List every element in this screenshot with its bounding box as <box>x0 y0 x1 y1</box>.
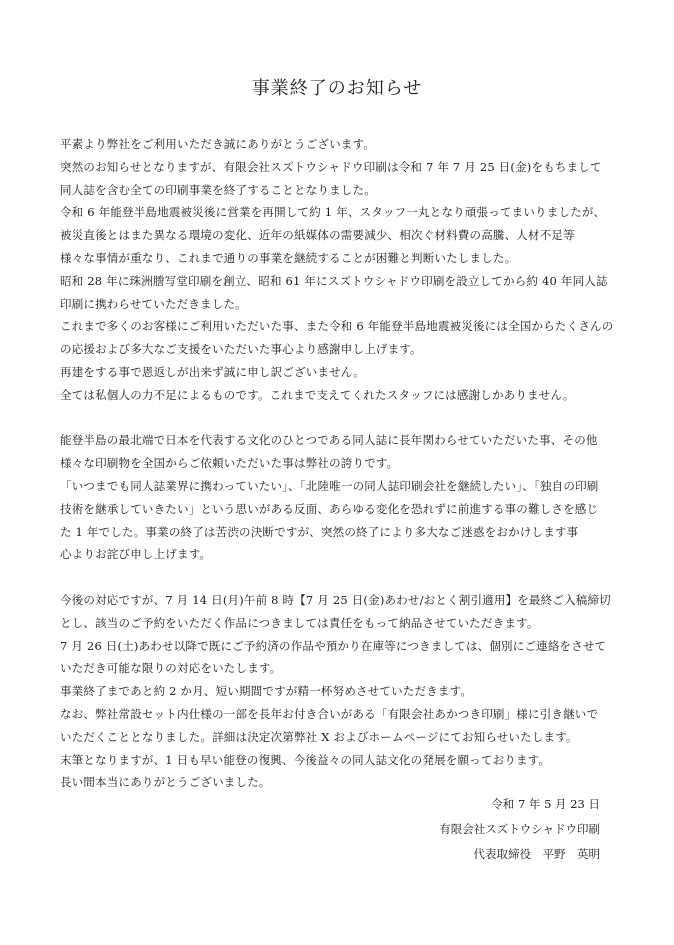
text-line: 平素より弊社をご利用いただき誠にありがとうございます。 <box>60 137 375 151</box>
text-line: いただくこととなりました。詳細は決定次第弊社 X およびホームページにてお知らせいたします。 <box>60 729 578 744</box>
text-line: 突然のお知らせとなりますが、有限会社スズトウシャドウ印刷は令和 7 年 7 月 25 日(金)をもちまして <box>60 159 602 174</box>
text-line: 能登半島の最北端で日本を代表する文化のひとつである同人誌に長年関わらせていただいた事、その他 <box>60 433 598 448</box>
paragraph-spacer <box>60 407 635 430</box>
signature-company: 有限会社スズトウシャドウ印刷 <box>439 822 600 836</box>
text-line: 同人誌を含む全ての印刷事業を終了することとなりました。 <box>60 182 376 197</box>
text-line: 様々な事情が重なり、これまで通りの事業を継続することが困難と判断いたしました。 <box>60 250 517 265</box>
text-line: 末筆となりますが、1 日も早い能登の復興、今後益々の同人誌文化の発展を願っております。 <box>60 752 551 767</box>
signature-date: 令和 7 年 5 月 23 日 <box>491 797 600 811</box>
text-line: 7 月 26 日(土)あわせ以降で既にご予約済の作品や預かり在庫等につきましては、個別にご連絡をさせて <box>60 638 607 653</box>
text-line: 再建をする事で恩返しが出来ず誠に申し訳ございません。 <box>60 364 365 379</box>
page-title: 事業終了のお知らせ <box>251 78 423 99</box>
text-line: 全ては私個人の力不足によるものです。これまで支えてくれたスタッフには感謝しかありません。 <box>60 387 575 402</box>
text-line: の応援および多大なご支援をいただいた事心より感謝申し上げます。 <box>60 342 422 357</box>
notice-body <box>60 133 635 794</box>
paragraph-intro <box>60 133 635 407</box>
text-line: 心よりお詫び申し上げます。 <box>60 547 212 562</box>
text-line: これまで多くのお客様にご利用いただいた事、また令和 6 年能登半島地震被災後には全国からたくさんの <box>60 319 614 334</box>
text-line: 今後の対応ですが、7 月 14 日(月)午前 8 時【7 月 25 日(金)あわせ/おとく割引適用】を最終ご入稿締切 <box>60 592 611 607</box>
text-line: 事業終了まであと約 2 か月、短い期間ですが精一杯努めさせていただきます。 <box>60 684 473 699</box>
text-line: 「いつまでも同人誌業界に携わっていたい」、「北陸唯一の同人誌印刷会社を継続したい」、「独自の印刷 <box>60 478 599 493</box>
paragraph-spacer <box>60 566 635 589</box>
text-line: いただき可能な限りの対応をいたします。 <box>60 661 282 676</box>
text-line: 昭和 28 年に珠洲謄写堂印刷を創立、昭和 61 年にスズトウシャドウ印刷を設立してから約 40 年同人誌 <box>60 273 608 288</box>
paragraph-history <box>60 429 635 566</box>
text-line: 被災直後とはまた異なる環境の変化、近年の紙媒体の需要減少、相次ぐ材料費の高騰、人材不足等 <box>60 228 575 243</box>
text-line: 長い間本当にありがとうございました。 <box>60 775 271 790</box>
paragraph-schedule <box>60 589 635 794</box>
text-line: なお、弊社常設セット内仕様の一部を長年お付き合いがある「有限会社あかつき印刷」様に引き継いで <box>60 706 599 721</box>
text-line: 印刷に携わらせていただきました。 <box>60 296 247 311</box>
text-line: 技術を継承していきたい」という思いがある反面、あらゆる変化を恐れずに前進する事の難しさを感じ <box>60 501 599 516</box>
text-line: とし、該当のご予約をいただく作品につきましては責任をもって納品させていただきます。 <box>60 615 539 630</box>
text-line: 令和 6 年能登半島地震被災後に営業を再開して約 1 年、スタッフ一丸となり頑張ってまいりましたが、 <box>60 205 606 220</box>
text-line: た 1 年でした。事業の終了は苦渋の決断ですが、突然の終了により多大なご迷惑をおかけします事 <box>60 524 579 539</box>
signature-representative: 代表取締役 平野 英明 <box>473 847 600 861</box>
text-line: 様々な印刷物を全国からご依頼いただいた事は弊社の誇りです。 <box>60 456 399 471</box>
